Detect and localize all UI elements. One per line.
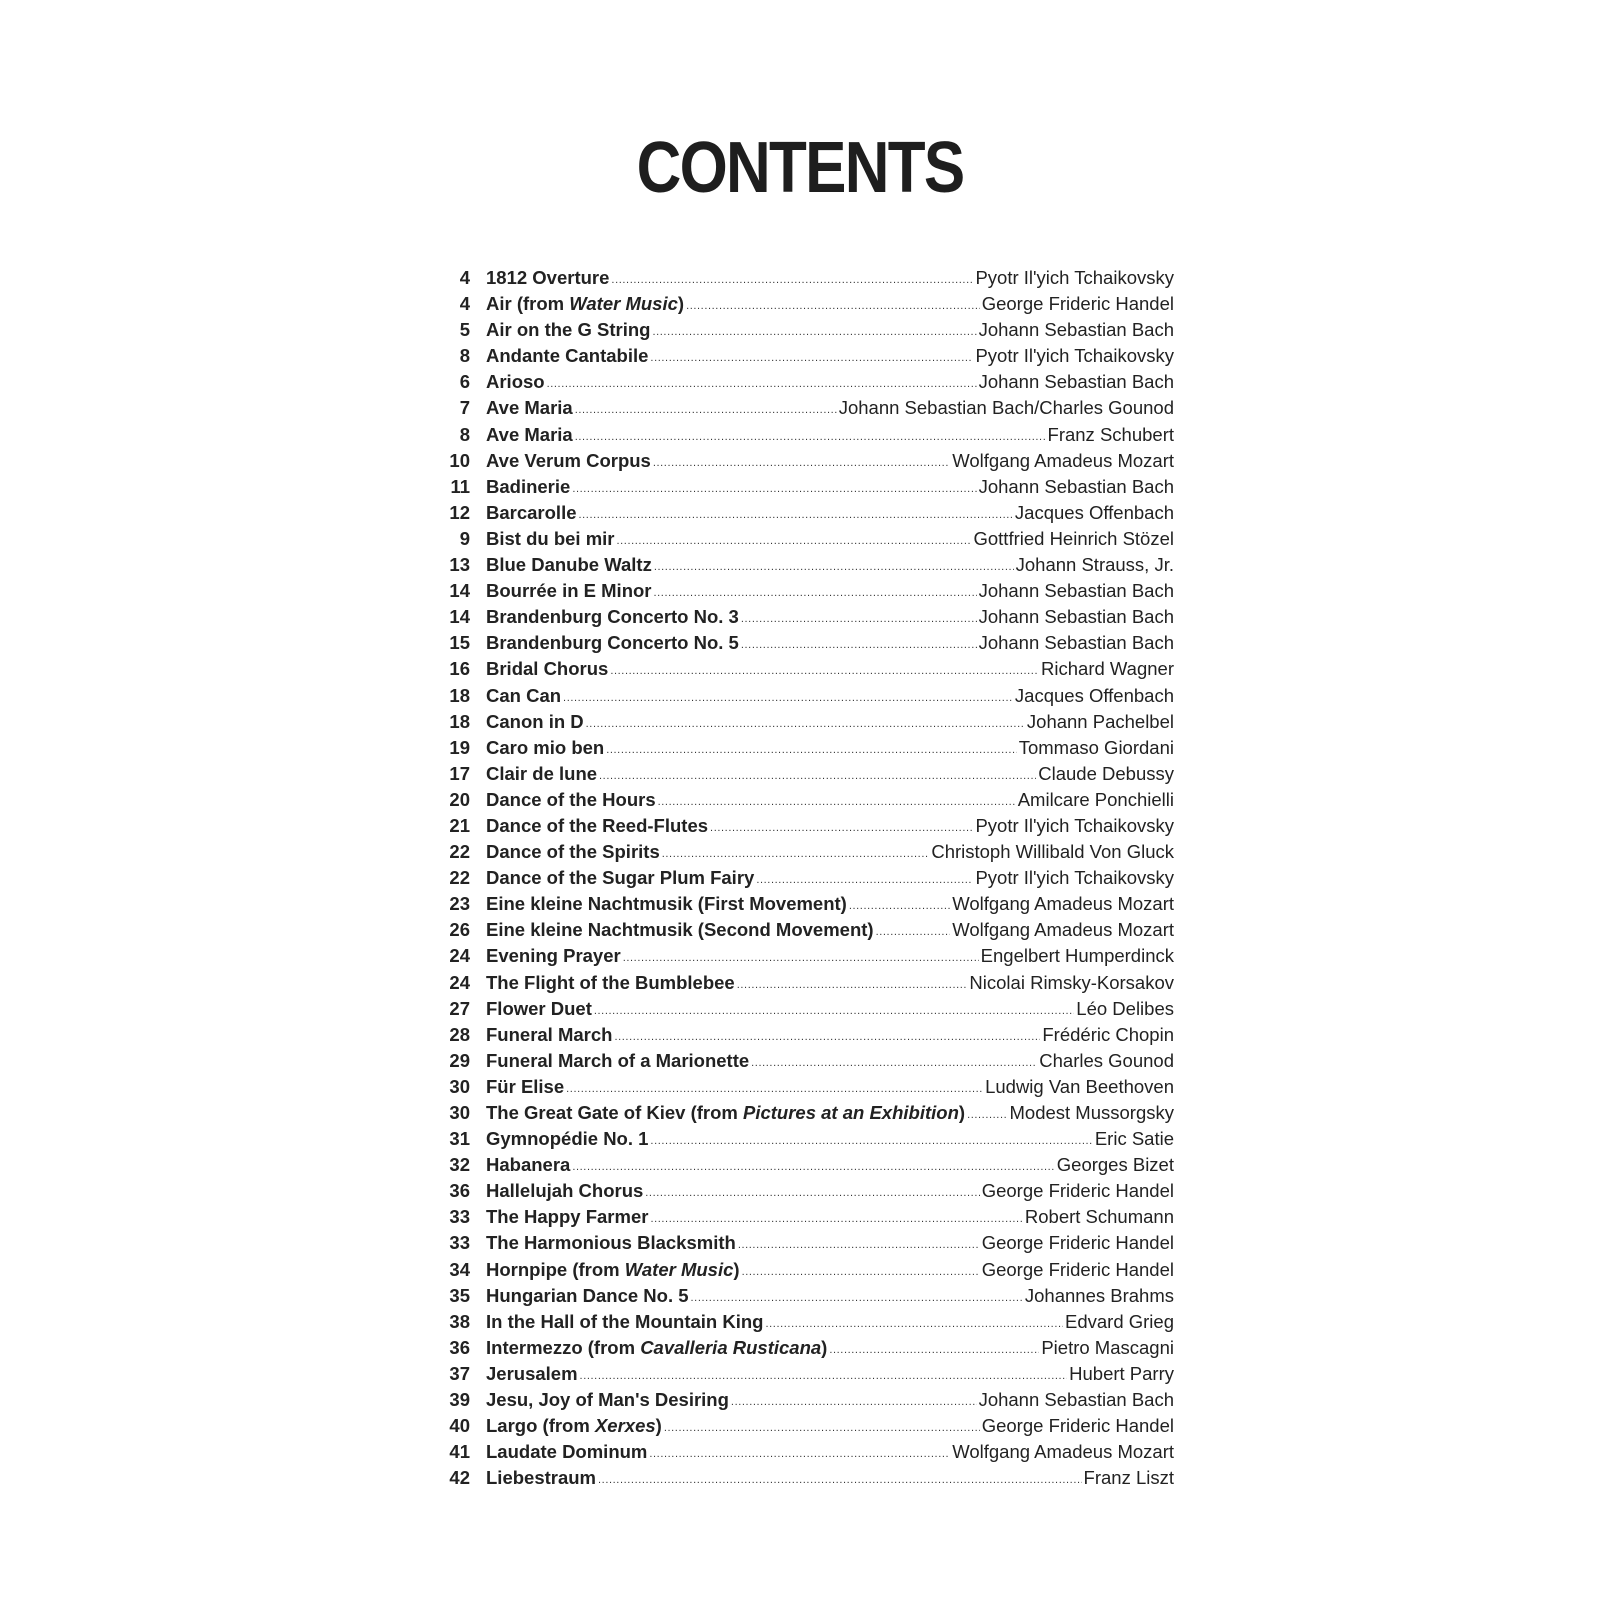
- piece-title: [486, 1178, 643, 1204]
- dot-leader: [710, 821, 973, 840]
- page-number: 40: [449, 1415, 470, 1437]
- toc-entry: [430, 1152, 1174, 1178]
- composer-name: George Frideric Handel: [981, 1258, 1174, 1280]
- dot-leader: [765, 1317, 1063, 1336]
- piece-title: [486, 291, 684, 317]
- toc-entry: [430, 970, 1174, 996]
- piece-title-text: Hornpipe (from: [486, 1258, 625, 1280]
- piece-title-suffix: ): [677, 293, 685, 315]
- dot-leader: [563, 691, 1013, 710]
- dot-leader: [654, 560, 1014, 579]
- piece-title: [486, 604, 739, 630]
- piece-title-text: Dance of the Hours: [486, 788, 656, 810]
- piece-title: [486, 1335, 827, 1361]
- composer-name: Nicolai Rimsky-Korsakov: [969, 971, 1174, 993]
- page-number: 8: [459, 423, 470, 445]
- piece-title-text: Habanera: [486, 1154, 571, 1176]
- dot-leader: [650, 351, 973, 370]
- composer-name: Tommaso Giordani: [1018, 736, 1174, 758]
- toc-entry: [430, 709, 1174, 735]
- piece-title: [486, 1361, 578, 1387]
- page-number: 36: [449, 1336, 470, 1358]
- composer-name: Jacques Offenbach: [1014, 501, 1174, 523]
- toc-entry: [430, 943, 1174, 969]
- dot-leader: [849, 899, 950, 918]
- dot-leader: [575, 430, 1046, 449]
- composer-name: Ludwig Van Beethoven: [985, 1075, 1174, 1097]
- page-number: 26: [449, 919, 470, 941]
- composer-name: Hubert Parry: [1069, 1362, 1174, 1384]
- piece-title: [486, 709, 584, 735]
- dot-leader: [731, 1395, 977, 1414]
- piece-title-text: Flower Duet: [486, 997, 592, 1019]
- piece-title-text: Ave Verum Corpus: [486, 449, 651, 471]
- dot-leader: [756, 873, 973, 892]
- dot-leader: [829, 1343, 1039, 1362]
- piece-title: [486, 891, 847, 917]
- dot-leader: [650, 1134, 1092, 1153]
- dot-leader: [654, 586, 977, 605]
- composer-name: Wolfgang Amadeus Mozart: [952, 449, 1174, 471]
- piece-title-text: Ave Maria: [486, 397, 573, 419]
- toc-entry: [430, 787, 1174, 813]
- composer-name: Christoph Willibald Von Gluck: [931, 841, 1174, 863]
- piece-title: [486, 1283, 689, 1309]
- dot-leader: [741, 612, 977, 631]
- toc-entry: [430, 474, 1174, 500]
- toc-entry: [430, 1126, 1174, 1152]
- piece-title: [486, 761, 597, 787]
- piece-title-text: Brandenburg Concerto No. 5: [486, 632, 739, 654]
- piece-title-text: Caro mio ben: [486, 736, 605, 758]
- piece-title-text: Clair de lune: [486, 762, 598, 784]
- toc-entry: [430, 1335, 1174, 1361]
- toc-entry: [430, 683, 1174, 709]
- composer-name: George Frideric Handel: [981, 1180, 1174, 1202]
- piece-title-text: Bourrée in E Minor: [486, 580, 652, 602]
- dot-leader: [686, 299, 980, 318]
- composer-name: Pietro Mascagni: [1041, 1336, 1174, 1358]
- toc-entry: [430, 656, 1174, 682]
- piece-title: [486, 970, 735, 996]
- toc-entry: [430, 865, 1174, 891]
- dot-leader: [658, 795, 1016, 814]
- piece-title: [486, 787, 656, 813]
- piece-title-italic: Cavalleria Rusticana: [640, 1336, 822, 1358]
- piece-title: [486, 552, 652, 578]
- toc-entry: [430, 891, 1174, 917]
- piece-title: [486, 1439, 647, 1465]
- page-number: 33: [449, 1232, 470, 1254]
- toc-entry: [430, 448, 1174, 474]
- composer-name: Pyotr Il'yich Tchaikovsky: [975, 345, 1174, 367]
- page-number: 4: [459, 293, 470, 315]
- piece-title-suffix: ): [821, 1336, 828, 1358]
- composer-name: Wolfgang Amadeus Mozart: [952, 919, 1174, 941]
- toc-entry: [430, 1413, 1174, 1439]
- piece-title: [486, 578, 652, 604]
- dot-leader: [967, 1108, 1007, 1127]
- piece-title-text: Laudate Dominum: [486, 1441, 648, 1463]
- composer-name: Johann Pachelbel: [1026, 710, 1174, 732]
- toc-entry: [430, 265, 1174, 291]
- dot-leader: [572, 482, 976, 501]
- page-number: 36: [449, 1180, 470, 1202]
- composer-name: Johann Sebastian Bach: [978, 475, 1174, 497]
- composer-name: Franz Liszt: [1083, 1467, 1174, 1489]
- dot-leader: [623, 951, 979, 970]
- dot-leader: [566, 1082, 983, 1101]
- page-number: 16: [449, 658, 470, 680]
- page-number: 19: [449, 736, 470, 758]
- page-number: 7: [459, 397, 470, 419]
- toc-entry: [430, 369, 1174, 395]
- dot-leader: [575, 403, 837, 422]
- composer-name: Claude Debussy: [1038, 762, 1174, 784]
- composer-name: Léo Delibes: [1076, 997, 1174, 1019]
- composer-name: Georges Bizet: [1056, 1154, 1174, 1176]
- toc-entry: [430, 1022, 1174, 1048]
- toc-entry: [430, 422, 1174, 448]
- piece-title-text: Bist du bei mir: [486, 527, 615, 549]
- piece-title: [486, 865, 754, 891]
- piece-title-text: Badinerie: [486, 475, 571, 497]
- piece-title-text: Für Elise: [486, 1075, 565, 1097]
- page-number: 29: [449, 1049, 470, 1071]
- dot-leader: [742, 1265, 980, 1284]
- piece-title: [486, 500, 577, 526]
- piece-title: [486, 448, 651, 474]
- composer-name: Richard Wagner: [1041, 658, 1174, 680]
- piece-title-text: Largo (from: [486, 1415, 595, 1437]
- piece-title-text: Andante Cantabile: [486, 345, 649, 367]
- page-number: 5: [459, 319, 470, 341]
- page-number: 23: [449, 893, 470, 915]
- piece-title-text: Funeral March: [486, 1023, 613, 1045]
- page-number: 20: [449, 788, 470, 810]
- piece-title-text: The Happy Farmer: [486, 1206, 649, 1228]
- piece-title: [486, 1022, 612, 1048]
- composer-name: Johann Sebastian Bach/Charles Gounod: [838, 397, 1174, 419]
- piece-title-text: Gymnopédie No. 1: [486, 1128, 649, 1150]
- dot-leader: [664, 1421, 980, 1440]
- toc-entry: [430, 552, 1174, 578]
- page-number: 30: [449, 1102, 470, 1123]
- piece-title-suffix: ): [958, 1102, 966, 1123]
- dot-leader: [606, 743, 1017, 762]
- composer-name: Engelbert Humperdinck: [980, 945, 1174, 967]
- piece-title-text: The Harmonious Blacksmith: [486, 1232, 736, 1254]
- piece-title: [486, 1387, 729, 1413]
- composer-name: Johann Sebastian Bach: [978, 632, 1174, 654]
- dot-leader: [691, 1291, 1023, 1310]
- piece-title: [486, 1413, 662, 1439]
- piece-title: [486, 996, 592, 1022]
- piece-title: [486, 1074, 564, 1100]
- piece-title-text: Barcarolle: [486, 501, 577, 523]
- piece-title: [486, 1309, 763, 1335]
- page-number: 28: [449, 1023, 470, 1045]
- piece-title-text: Dance of the Reed-Flutes: [486, 814, 709, 836]
- piece-title-text: Blue Danube Waltz: [486, 554, 652, 576]
- piece-title-text: Arioso: [486, 371, 545, 393]
- dot-leader: [751, 1056, 1037, 1075]
- composer-name: Pyotr Il'yich Tchaikovsky: [975, 267, 1174, 288]
- page-number: 18: [449, 710, 470, 732]
- piece-title: [486, 683, 561, 709]
- piece-title-text: Jesu, Joy of Man's Desiring: [486, 1389, 729, 1411]
- piece-title-text: Eine kleine Nachtmusik (Second Movement): [486, 919, 874, 941]
- page-number: 27: [449, 997, 470, 1019]
- piece-title: [486, 1126, 648, 1152]
- page-number: 33: [449, 1206, 470, 1228]
- piece-title-text: Brandenburg Concerto No. 3: [486, 606, 739, 628]
- toc-entry: [430, 839, 1174, 865]
- dot-leader: [594, 1004, 1074, 1023]
- piece-title-text: Air on the G String: [486, 319, 651, 341]
- toc-entry: [430, 1204, 1174, 1230]
- composer-name: Pyotr Il'yich Tchaikovsky: [975, 867, 1174, 889]
- page-number: 31: [449, 1128, 470, 1150]
- piece-title-text: Hungarian Dance No. 5: [486, 1284, 689, 1306]
- composer-name: Frédéric Chopin: [1042, 1023, 1174, 1045]
- page-number: 18: [449, 684, 470, 706]
- composer-name: Edvard Grieg: [1065, 1310, 1174, 1332]
- toc-entry: [430, 1387, 1174, 1413]
- page-number: 35: [449, 1284, 470, 1306]
- piece-title-text: Jerusalem: [486, 1362, 578, 1384]
- composer-name: Johann Sebastian Bach: [978, 580, 1174, 602]
- toc-entry: [430, 630, 1174, 656]
- composer-name: George Frideric Handel: [981, 1232, 1174, 1254]
- composer-name: Johann Sebastian Bach: [978, 319, 1174, 341]
- piece-title-suffix: ): [733, 1258, 740, 1280]
- page-number: 32: [449, 1154, 470, 1176]
- piece-title-italic: Xerxes: [594, 1415, 656, 1437]
- piece-title: [486, 1100, 965, 1126]
- page-number: 39: [449, 1389, 470, 1411]
- piece-title: [486, 422, 573, 448]
- piece-title: [486, 526, 615, 552]
- table-of-contents: [430, 265, 1174, 1491]
- toc-entry: [430, 1361, 1174, 1387]
- dot-leader: [662, 847, 930, 866]
- toc-entry: [430, 500, 1174, 526]
- piece-title-text: Dance of the Spirits: [486, 841, 660, 863]
- page-number: 11: [450, 475, 470, 497]
- piece-title-italic: Water Music: [624, 1258, 734, 1280]
- toc-entry: [430, 291, 1174, 317]
- piece-title: [486, 735, 604, 761]
- dot-leader: [599, 769, 1036, 788]
- composer-name: Johann Sebastian Bach: [978, 606, 1174, 628]
- piece-title-text: Eine kleine Nachtmusik (First Movement): [486, 893, 847, 915]
- piece-title-text: Air (from: [486, 293, 570, 315]
- dot-leader: [579, 508, 1013, 527]
- piece-title: [486, 1230, 736, 1256]
- piece-title-italic: Pictures at an Exhibition: [743, 1102, 959, 1123]
- page-number: 14: [449, 606, 470, 628]
- toc-entry: [430, 1178, 1174, 1204]
- piece-title-text: Bridal Chorus: [486, 658, 609, 680]
- composer-name: Johann Strauss, Jr.: [1015, 554, 1174, 576]
- piece-title-text: 1812 Overture: [486, 267, 610, 288]
- composer-name: Pyotr Il'yich Tchaikovsky: [975, 814, 1174, 836]
- piece-title-text: The Flight of the Bumblebee: [486, 971, 735, 993]
- page-number: 17: [449, 762, 470, 784]
- piece-title-text: Intermezzo (from: [486, 1336, 641, 1358]
- piece-title: [486, 474, 570, 500]
- page-number: 15: [449, 632, 470, 654]
- piece-title-italic: Water Music: [569, 293, 678, 315]
- piece-title: [486, 265, 609, 291]
- piece-title: [486, 630, 739, 656]
- toc-entry: [430, 1100, 1174, 1126]
- page-number: 9: [459, 527, 470, 549]
- piece-title: [486, 1152, 570, 1178]
- dot-leader: [614, 1030, 1040, 1049]
- composer-name: Franz Schubert: [1047, 423, 1174, 445]
- piece-title: [486, 317, 650, 343]
- piece-title: [486, 1048, 749, 1074]
- composer-name: Eric Satie: [1094, 1128, 1174, 1150]
- dot-leader: [653, 456, 950, 475]
- dot-leader: [649, 1447, 950, 1466]
- dot-leader: [610, 664, 1039, 683]
- piece-title: [486, 1204, 648, 1230]
- toc-entry: [430, 526, 1174, 552]
- composer-name: Wolfgang Amadeus Mozart: [952, 893, 1174, 915]
- page-number: 38: [449, 1310, 470, 1332]
- piece-title-text: Evening Prayer: [486, 945, 621, 967]
- toc-entry: [430, 343, 1174, 369]
- piece-title: [486, 1465, 596, 1491]
- dot-leader: [650, 1212, 1022, 1231]
- piece-title-text: Funeral March of a Marionette: [486, 1049, 750, 1071]
- page-number: 13: [449, 554, 470, 576]
- toc-entry: [430, 395, 1174, 421]
- toc-entry: [430, 996, 1174, 1022]
- page-number: 24: [449, 945, 470, 967]
- dot-leader: [598, 1473, 1082, 1492]
- page-number: 14: [449, 580, 470, 602]
- piece-title-suffix: ): [655, 1415, 662, 1437]
- toc-entry: [430, 1309, 1174, 1335]
- dot-leader: [586, 717, 1025, 736]
- piece-title-text: Liebestraum: [486, 1467, 597, 1489]
- page-title: CONTENTS: [636, 128, 964, 208]
- dot-leader: [580, 1369, 1068, 1388]
- piece-title: [486, 917, 874, 943]
- toc-entry: [430, 578, 1174, 604]
- piece-title-text: Dance of the Sugar Plum Fairy: [486, 867, 755, 889]
- dot-leader: [617, 534, 972, 553]
- piece-title: [486, 395, 573, 421]
- page-number: 8: [459, 345, 470, 367]
- piece-title: [486, 1257, 740, 1283]
- composer-name: Charles Gounod: [1039, 1049, 1174, 1071]
- page-number: 34: [449, 1258, 470, 1280]
- dot-leader: [645, 1186, 979, 1205]
- piece-title-text: Canon in D: [486, 710, 584, 732]
- dot-leader: [737, 978, 968, 997]
- piece-title-text: The Great Gate of Kiev (from: [486, 1102, 743, 1123]
- page-number: 21: [449, 814, 470, 836]
- composer-name: Wolfgang Amadeus Mozart: [952, 1441, 1174, 1463]
- toc-entry: [430, 317, 1174, 343]
- toc-entry: [430, 604, 1174, 630]
- composer-name: Jacques Offenbach: [1014, 684, 1174, 706]
- piece-title-text: Hallelujah Chorus: [486, 1180, 644, 1202]
- piece-title: [486, 943, 621, 969]
- piece-title-text: Can Can: [486, 684, 562, 706]
- composer-name: Amilcare Ponchielli: [1017, 788, 1174, 810]
- piece-title-text: In the Hall of the Mountain King: [486, 1310, 764, 1332]
- piece-title: [486, 813, 708, 839]
- piece-title: [486, 369, 545, 395]
- composer-name: George Frideric Handel: [981, 1415, 1174, 1437]
- piece-title-text: Ave Maria: [486, 423, 573, 445]
- page-number: 6: [459, 371, 470, 393]
- toc-entry: [430, 1465, 1174, 1491]
- composer-name: Modest Mussorgsky: [1009, 1102, 1174, 1123]
- toc-entry: [430, 761, 1174, 787]
- composer-name: Johann Sebastian Bach: [978, 371, 1174, 393]
- dot-leader: [572, 1160, 1054, 1179]
- toc-entry: [430, 1074, 1174, 1100]
- dot-leader: [547, 377, 977, 396]
- page-number: 12: [449, 501, 470, 523]
- composer-name: Gottfried Heinrich Stözel: [973, 527, 1174, 549]
- toc-entry: [430, 1257, 1174, 1283]
- piece-title: [486, 839, 660, 865]
- page-number: 41: [449, 1441, 470, 1463]
- toc-entry: [430, 1439, 1174, 1465]
- piece-title: [486, 343, 648, 369]
- piece-title: [486, 656, 608, 682]
- dot-leader: [652, 325, 976, 344]
- composer-name: Robert Schumann: [1024, 1206, 1174, 1228]
- toc-entry: [430, 1230, 1174, 1256]
- page-number: 42: [449, 1467, 470, 1489]
- dot-leader: [876, 925, 951, 944]
- page-number: 30: [449, 1075, 470, 1097]
- dot-leader: [738, 1238, 980, 1257]
- page-number: 37: [449, 1362, 470, 1384]
- page-number: 4: [459, 267, 470, 288]
- dot-leader: [741, 638, 977, 657]
- composer-name: Johannes Brahms: [1024, 1284, 1174, 1306]
- dot-leader: [611, 273, 973, 292]
- toc-entry: [430, 917, 1174, 943]
- toc-entry: [430, 735, 1174, 761]
- composer-name: Johann Sebastian Bach: [978, 1389, 1174, 1411]
- toc-entry: [430, 813, 1174, 839]
- page-number: 22: [449, 841, 470, 863]
- toc-entry: [430, 1048, 1174, 1074]
- page-number: 24: [449, 971, 470, 993]
- page-number: 10: [449, 449, 470, 471]
- page-number: 22: [449, 867, 470, 889]
- toc-entry: [430, 1283, 1174, 1309]
- composer-name: George Frideric Handel: [981, 293, 1174, 315]
